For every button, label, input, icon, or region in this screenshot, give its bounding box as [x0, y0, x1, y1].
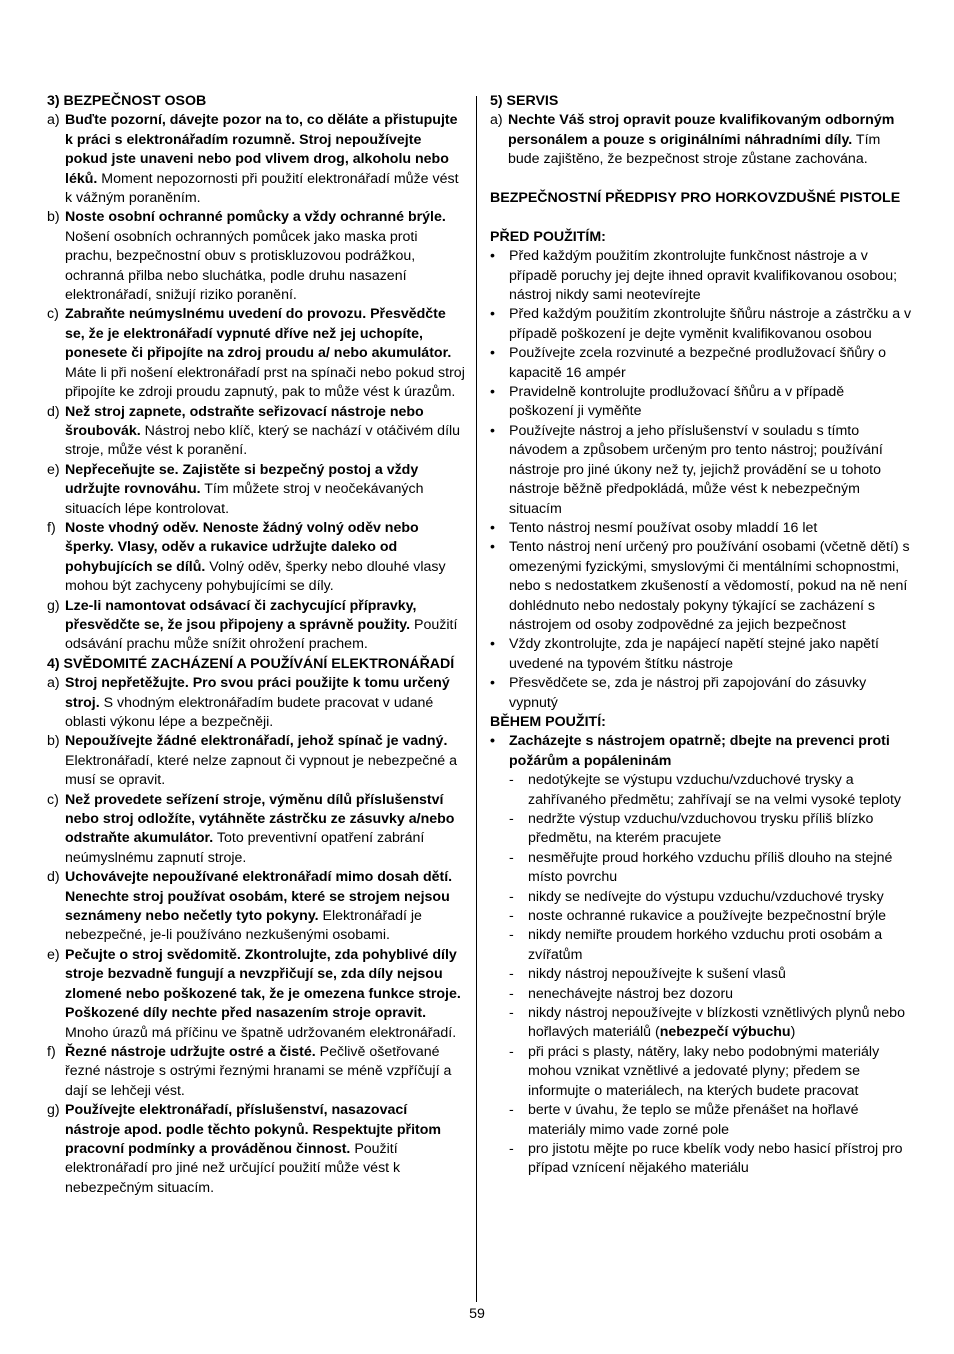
- list-item: • Přesvědčete se, zda je nástroj při zapojování do zásuvky vypnutý: [490, 674, 912, 713]
- right-column: [490, 92, 912, 1179]
- item-bold-text: Noste vhodný oděv. Nenoste žádný volný oděv nebo šperky. Vlasy, oděv a rukavice udržujte daleko od pohybujících se dílů.: [65, 519, 419, 575]
- item-text: Tím bude zajištěno, že bezpečnost stroje zůstane zachována.: [508, 131, 881, 168]
- item-text: Moment nepozornosti při použití elektronářadí může vést k vážným poraněním.: [65, 170, 459, 207]
- item-bold-text: Nepoužívejte žádné elektronářadí, jehož spínač je vadný.: [65, 733, 448, 750]
- item-text: Máte li při nošení elektronářadí prst na spínači nebo pokud stroj připojíte ke zdroji proudu zapnutý, pak to může vést k úrazům.: [65, 364, 465, 401]
- item-label: c): [47, 791, 59, 808]
- item-text: Tím můžete stroj v neočekávaných situacích lépe kontrolovat.: [65, 481, 424, 517]
- during-use-heading: BĚHEM POUŽITÍ:: [490, 713, 606, 730]
- item-bold-text: Pečujte o stroj svědomitě. Zkontrolujte, zda pohyblivé díly stroje bezvadně fungují a nevzpřičují se, zda díly nejsou zlomené nebo poškozené tak, že je omezena funkce stroje. Poškozené díly nechte před nasazením stroje opravit.: [65, 946, 461, 1022]
- item-text: Volný oděv, šperky nebo dlouhé vlasy mohou být zachyceny pohybujícími se díly.: [65, 558, 446, 595]
- list-item: • Používejte zcela rozvinuté a bezpečné prodlužovací šňůry o kapacitě 16 ampér: [490, 344, 912, 383]
- list-item: [47, 519, 465, 597]
- item-bold-text: Používejte elektronářadí, příslušenství, nasazovací nástroje apod. podle těchto pokynů. Respektujte přitom pracovní podmínky a prováděnou činnost.: [65, 1102, 442, 1157]
- list-item: [490, 1004, 912, 1043]
- item-text: Nošení osobních ochranných pomůcek jako maska proti prachu, bezpečnostní obuv s protiskluzovou podrážkou, ochranná přilba nebo sluchátka, podle druhu nasazení elektronářadí, snižují riziko poranění.: [65, 228, 418, 304]
- safety-title: BEZPEČNOSTNÍ PŘEDPISY PRO HORKOVZDUŠNÉ PISTOLE: [490, 190, 901, 207]
- list-item: [47, 732, 465, 790]
- explosion-close: ): [790, 1024, 796, 1041]
- list-item: [47, 111, 465, 208]
- item-bold-text: Lze-li namontovat odsávací či zachycující přípravky, přesvědčte se, že jsou připojeny a správně použity.: [65, 597, 417, 633]
- list-item: - nesměřujte proud horkého vzduchu příliš dlouho na stejné místo povrchu: [490, 849, 912, 888]
- list-item: [47, 868, 465, 946]
- item-text: Mnoho úrazů má příčinu ve špatně udržovaném elektronářadí.: [65, 1024, 457, 1041]
- page-number: 59: [469, 1306, 485, 1322]
- item-label: c): [47, 306, 59, 323]
- list-item: - nikdy nástroj nepoužívejte k sušení vlasů: [490, 965, 912, 984]
- item-bold-text: Noste osobní ochranné pomůcky a vždy ochranné brýle.: [65, 209, 446, 226]
- item-bold-text: Stroj nepřetěžujte. Pro svou práci použijte k tomu určený stroj.: [65, 675, 450, 711]
- list-item: [47, 597, 465, 655]
- list-item: [47, 946, 465, 1043]
- before-use-list: [490, 247, 912, 713]
- list-item: [47, 1043, 465, 1101]
- list-item: [47, 674, 465, 732]
- during-use-bold-bullet: • Zacházejte s nástrojem opatrně; dbejte na prevenci proti požárům a popáleninám: [490, 732, 912, 771]
- list-item: • Vždy zkontrolujte, zda je napájecí napětí stejné jako napětí uvedené na typovém štítku nástroje: [490, 635, 912, 674]
- section-5-item: [490, 111, 912, 169]
- item-label: d): [47, 403, 60, 420]
- list-item: [47, 305, 465, 402]
- before-use-heading: PŘED POUŽITÍM:: [490, 228, 606, 245]
- item-label: f): [47, 1043, 56, 1060]
- list-item: - nikdy nemiřte proudem horkého vzduchu proti osobám a zvířatům: [490, 926, 912, 965]
- item-bold-text: Nechte Váš stroj opravit pouze kvalifikovaným odborným personálem a pouze s originálními náhradními díly.: [508, 112, 895, 148]
- item-label: a): [47, 112, 60, 129]
- item-text: Elektronářadí, které nelze zapnout či vypnout je nebezpečné a musí se opravit.: [65, 752, 457, 789]
- item-label: e): [47, 461, 60, 478]
- list-item: - pro jistotu mějte po ruce kbelík vody nebo hasicí přístroj pro případ vznícení nějakého materiálu: [490, 1140, 912, 1179]
- list-item: • Před každým použitím zkontrolujte šňůru nástroje a zástrčku a v případě poškození je dejte vyměnit kvalifikovanou osobou: [490, 305, 912, 344]
- section-3-heading: 3) BEZPEČNOST OSOB: [47, 93, 207, 109]
- item-text: Použití odsávání prachu může snížit ohrožení prachem.: [65, 616, 458, 653]
- during-use-list-continued: [490, 1043, 912, 1179]
- item-label: f): [47, 519, 56, 536]
- item-label: a): [47, 675, 60, 692]
- list-item: - nedržte výstup vzduchu/vzduchovou trysku příliš blízko předmětu, na kterém pracujete: [490, 810, 912, 849]
- item-label: b): [47, 209, 60, 226]
- item-text: Toto preventivní opatření zabrání neúmyslnému zapnutí stroje.: [65, 830, 425, 866]
- explosion-text: nikdy nástroj nepoužívejte v blízkosti vznětlivých plynů nebo hořlavých materiálů (: [528, 1005, 905, 1041]
- list-item: • Před každým použitím zkontrolujte funkčnost nástroje a v případě poruchy jej dejte ihned opravit kvalifikovanou osobou; nástroj nikdy sami neotevírejte: [490, 247, 912, 305]
- section-5-heading: 5) SERVIS: [490, 93, 559, 109]
- left-column: [47, 92, 465, 1198]
- item-text: Pečlivě ošetřované řezné nástroje s ostrými řeznými hranami se méně vzpříčují a dají se lehčeji vést.: [65, 1043, 452, 1099]
- item-bold-text: Řezné nástroje udržujte ostré a čisté.: [65, 1043, 316, 1060]
- item-text: Elektronářadí je nebezpečné, je-li používáno nezkušenými osobami.: [65, 908, 422, 944]
- list-item: • Tento nástroj nesmí používat osoby mladdí 16 let: [490, 519, 912, 538]
- item-label: g): [47, 597, 60, 614]
- item-label: a): [490, 112, 503, 129]
- item-text: S vhodným elektronářadím budete pracovat v udané oblasti výkonu lépe a bezpečněji.: [65, 694, 434, 730]
- list-item: • Používejte nástroj a jeho příslušenství v souladu s tímto návodem a způsobem určeným pro tento nástroj; používání nástroje pro jiné úkony než ty, jejichž provádění se u tohoto nástroje běžně předpokládá, může vést k nebezpečným situacím: [490, 422, 912, 519]
- list-item: - při práci s plasty, nátěry, laky nebo podobnými materiály mohou vznikat vznětlivé a jedovaté plyny; předem se informujte o materiálech, na kterých budete pracovat: [490, 1043, 912, 1101]
- list-item: [47, 461, 465, 519]
- section-4-heading: 4) SVĚDOMITÉ ZACHÁZENÍ A POUŽÍVÁNÍ ELEKTRONÁŘADÍ: [47, 655, 455, 672]
- item-label: d): [47, 869, 60, 886]
- list-item: [47, 791, 465, 869]
- list-item: [47, 403, 465, 461]
- list-item: - berte v úvahu, že teplo se může přenášet na hořlavé materiály mimo vade zorné pole: [490, 1101, 912, 1140]
- section-4-items: [47, 674, 465, 1198]
- during-use-list: [490, 771, 912, 1004]
- item-label: e): [47, 946, 60, 963]
- list-item: [47, 1101, 465, 1198]
- item-bold-text: Zabraňte neúmyslnému uvedení do provozu. Přesvědčte se, že je elektronářadí vypnuté dříve než jej uchopíte, ponesete či připojíte na zdroj proudu a/ nebo akumulátor.: [65, 306, 452, 362]
- item-bold-text: Než provedete seřízení stroje, výměnu dílů příslušenství nebo stroj odložíte, vytáhněte zástrčku ze zásuvky a/nebo odstraňte akumulátor.: [65, 791, 455, 847]
- list-item: • Pravidelně kontrolujte prodlužovací šňůru a v případě poškození ji vyměňte: [490, 383, 912, 422]
- item-bold-text: Nepřeceňujte se. Zajistěte si bezpečný postoj a vždy udržujte rovnováhu.: [65, 461, 419, 498]
- list-item: - nikdy se nedívejte do výstupu vzduchu/vzduchové trysky: [490, 888, 912, 907]
- section-3-items: [47, 111, 465, 654]
- column-divider: [476, 96, 477, 1302]
- item-label: g): [47, 1102, 60, 1119]
- explosion-warning: nebezpečí výbuchu: [659, 1024, 791, 1041]
- list-item: • Tento nástroj není určený pro používání osobami (včetně dětí) s omezenými fyzickými, smyslovými či mentálními schopnostmi, nebo s nedostatkem zkušeností a vědomostí, pokud na ně není dohlédnuto nebo nedostaly pokyny týkající se zacházení s nástrojem od osoby zodpovědné za jejich bezpečnost: [490, 538, 912, 635]
- item-bold-text: Buďte pozorní, dávejte pozor na to, co děláte a přistupujte k práci s elektronářadím rozumně. Stroj nepoužívejte pokud jste unaveni nebo pod vlivem drog, alkoholu nebo léků.: [65, 112, 458, 187]
- item-bold-text: Uchovávejte nepoužívané elektronářadí mimo dosah dětí. Nenechte stroj používat osobám, které se strojem nejsou seznámeny nebo nečetly tyto pokyny.: [65, 869, 453, 925]
- item-bold-text: Než stroj zapnete, odstraňte seřizovací nástroje nebo šroubovák.: [65, 403, 424, 439]
- list-item: - nenechávejte nástroj bez dozoru: [490, 985, 912, 1004]
- list-item: - nedotýkejte se výstupu vzduchu/vzduchové trysky a zahřívaného předmětu; zahřívají se na velmi vysoké teploty: [490, 771, 912, 810]
- item-text: Použití elektronářadí pro jiné než určující použití může vést k nebezpečným situacím.: [65, 1140, 401, 1196]
- item-text: Nástroj nebo klíč, který se nachází v otáčivém dílu stroje, může vést k poranění.: [65, 422, 461, 459]
- list-item: [47, 208, 465, 305]
- item-label: b): [47, 733, 60, 750]
- list-item: - noste ochranné rukavice a používejte bezpečnostní brýle: [490, 907, 912, 926]
